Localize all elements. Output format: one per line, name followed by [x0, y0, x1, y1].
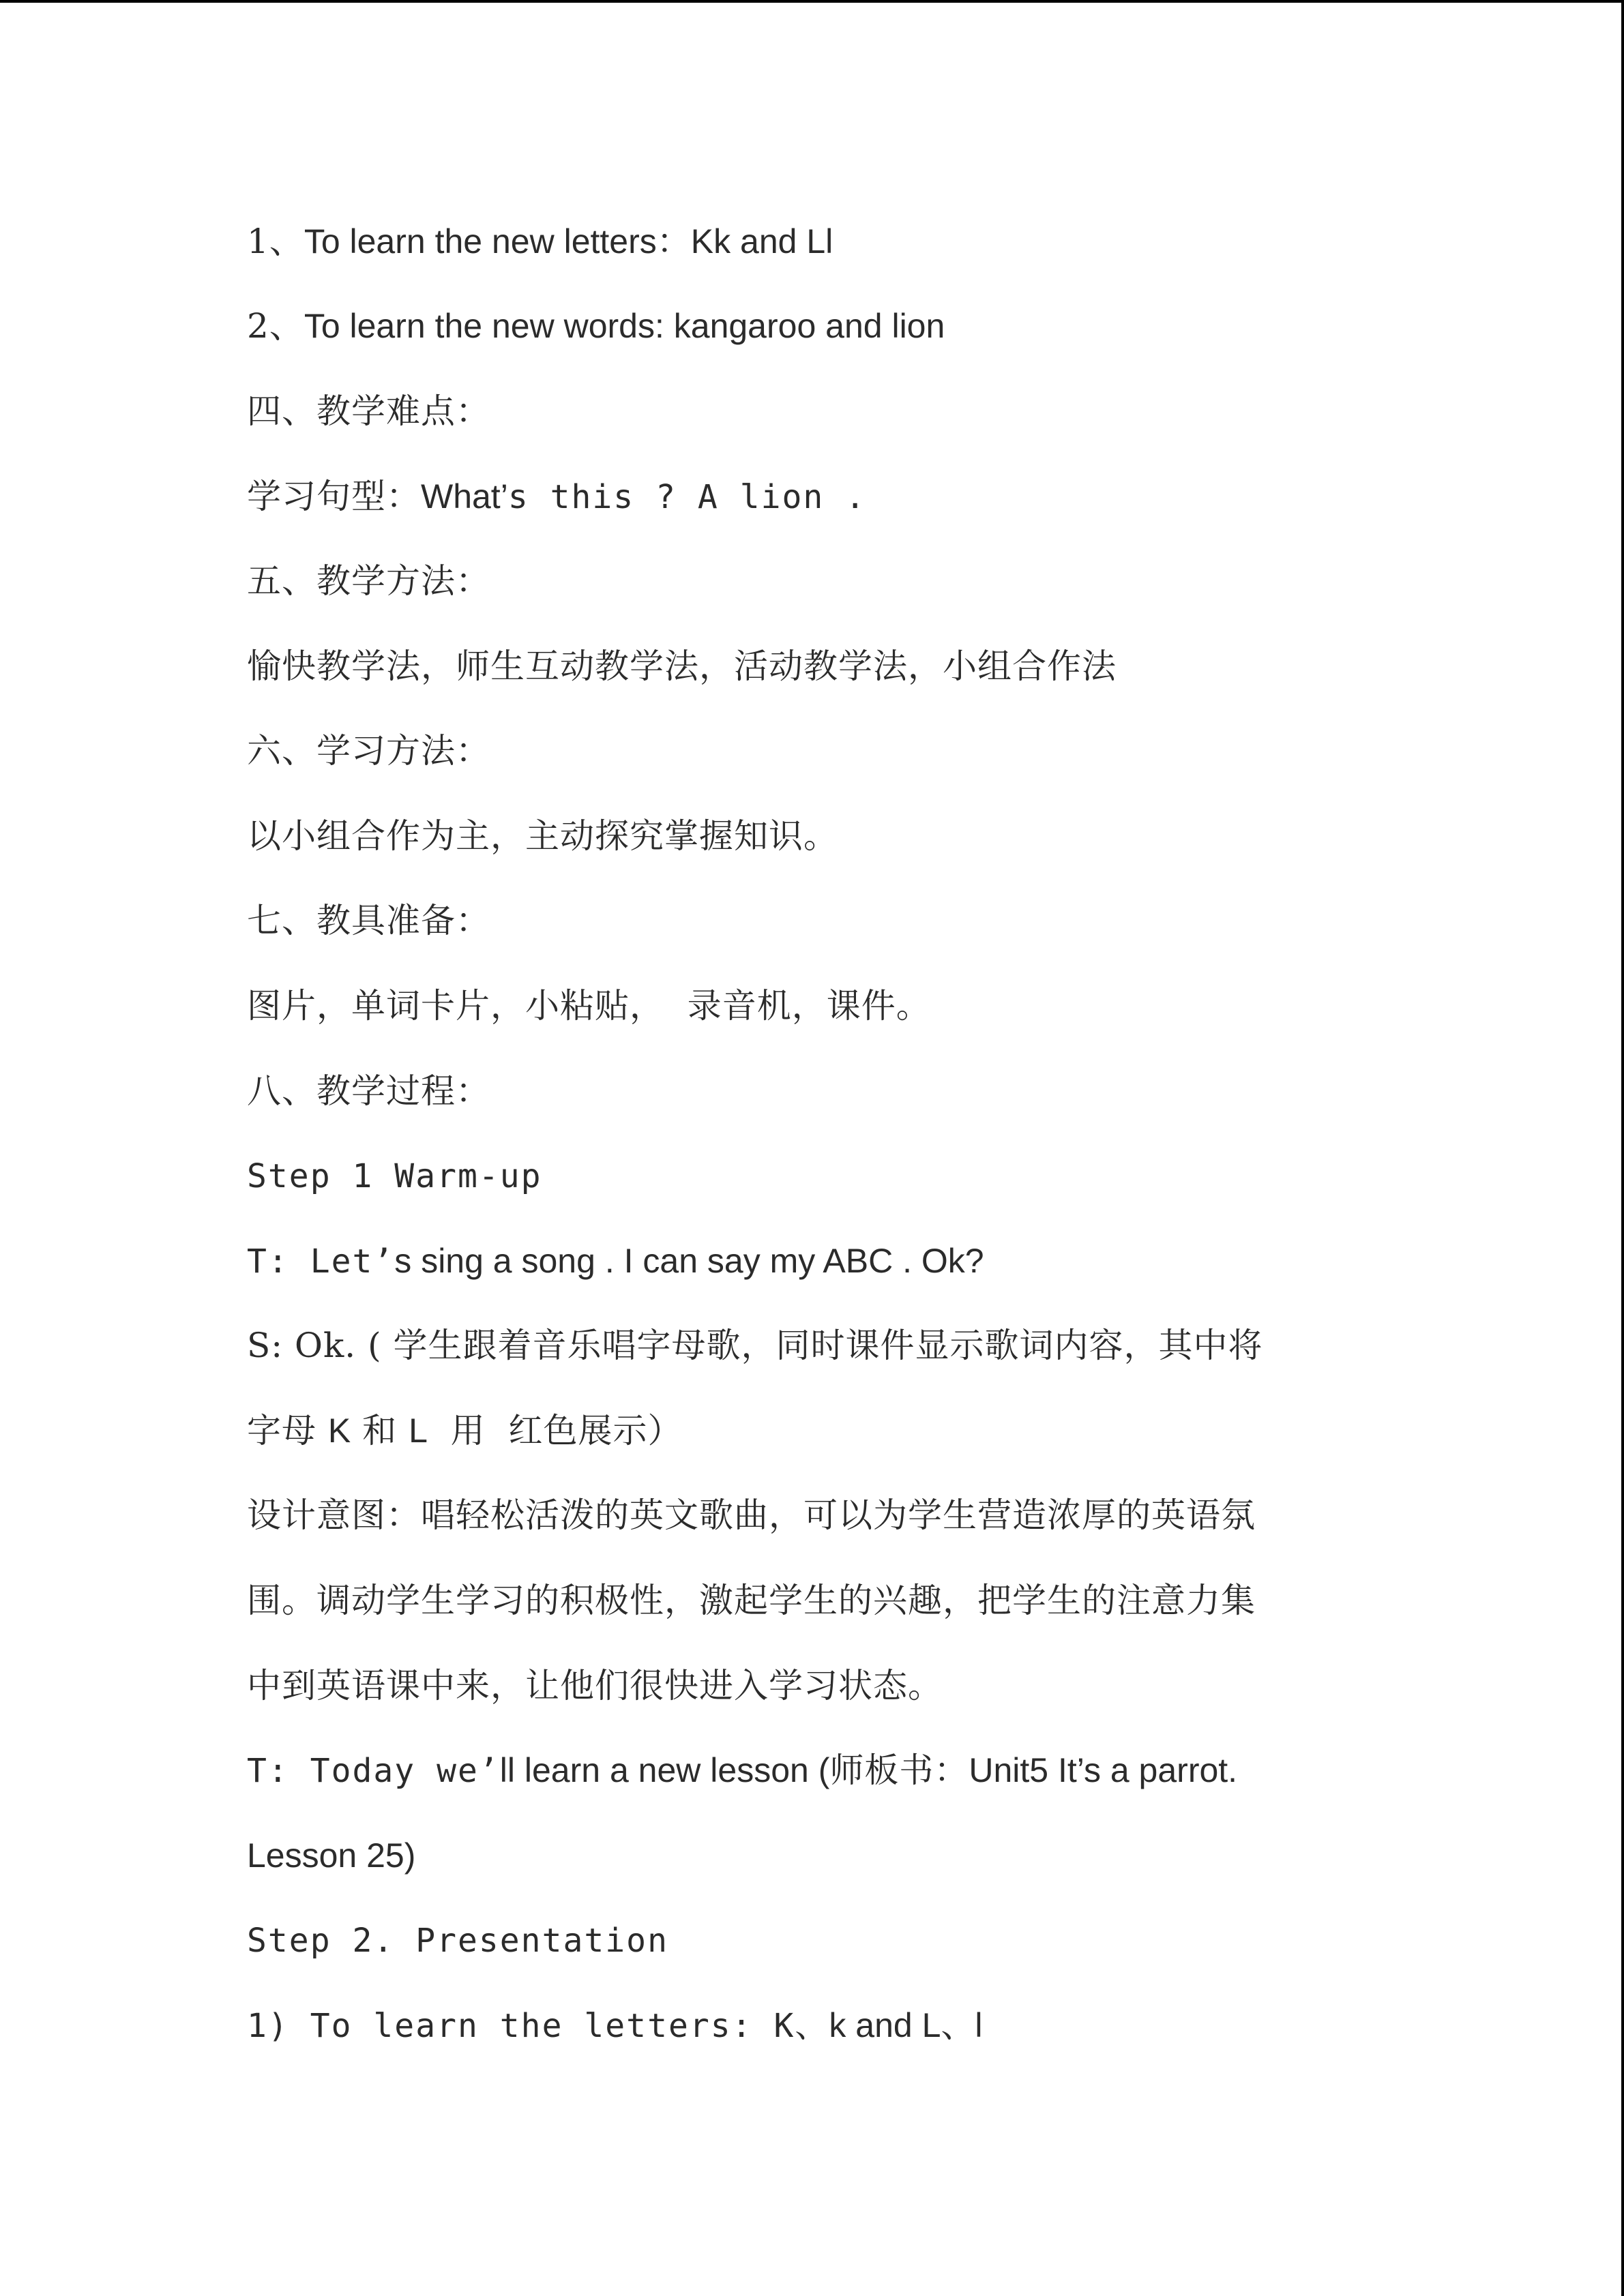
text-run: Step 2. Presentation [247, 1922, 668, 1960]
teacher-line-2 [247, 1748, 1237, 1793]
text-run: T: Today we’ [247, 1752, 500, 1790]
text-run: Unit5 It’ [969, 1751, 1084, 1789]
design-intent-line-1 [247, 1493, 1256, 1537]
text-run: 1) To learn the letters: K、 [247, 2007, 829, 2045]
text-run: Kk and Ll [690, 222, 833, 260]
student-line-1 [247, 1324, 1263, 1367]
teacher-line-1 [247, 1239, 984, 1283]
section-heading-8 [247, 1069, 490, 1113]
section-heading-5 [247, 559, 490, 603]
text-run: k and L、l [829, 2006, 983, 2044]
text-run: 围。调动学生学习的积极性，激起学生的兴趣，把学生的注意力集 [247, 1581, 1256, 1620]
text-run: 中到英语课中来，让他们很快进入学习状态。 [247, 1666, 943, 1705]
learn-letters-line [247, 2003, 983, 2048]
text-run: 六、学习方法： [247, 731, 490, 771]
text-run: 字母 [247, 1411, 328, 1450]
text-run: 师板书： [829, 1750, 969, 1790]
text-run: L [409, 1412, 428, 1450]
section-heading-6 [247, 729, 490, 773]
text-run: T: Let’ [247, 1242, 395, 1281]
teaching-methods-line [247, 644, 1117, 688]
sentence-pattern-line [247, 475, 866, 519]
text-run: 1、 [247, 222, 304, 261]
design-intent-line-2 [247, 1579, 1256, 1622]
text-run: 用 红色展示） [427, 1411, 683, 1450]
design-intent-line-3 [247, 1664, 943, 1708]
learning-methods-line [247, 814, 838, 858]
section-heading-4 [247, 389, 490, 433]
text-run: s a parrot. [1083, 1751, 1238, 1789]
text-run: s this ? A lion . [507, 478, 867, 516]
text-run: 以小组合作为主，主动探究掌握知识。 [247, 816, 838, 856]
text-run: 八、教学过程： [247, 1071, 490, 1111]
text-run: 四、教学难点： [247, 391, 490, 431]
text-run: 学习句型： [247, 477, 421, 516]
text-run: K [327, 1412, 351, 1450]
text-run: 五、教学方法： [247, 561, 490, 601]
text-run: 2、 [247, 306, 304, 346]
text-run: Lesson 25) [247, 1836, 416, 1875]
lesson-line [247, 1834, 415, 1877]
text-run: 愉快教学法，师生互动教学法，活动教学法，小组合作法 [247, 646, 1117, 686]
text-run: To learn the new words: kangaroo and lion [304, 307, 945, 345]
objective-line-2 [247, 304, 945, 348]
text-run: ll learn a new lesson ( [499, 1751, 830, 1789]
text-run: s sing a song . I can say my ABC . Ok? [394, 1242, 984, 1280]
text-run: What’ [421, 477, 508, 516]
text-run: 设计意图：唱轻松活泼的英文歌曲，可以为学生营造浓厚的英语氛 [247, 1495, 1256, 1535]
text-run: 七、教具准备： [247, 901, 490, 940]
student-line-2 [247, 1409, 682, 1452]
step-1-heading [247, 1154, 542, 1198]
step-2-heading [247, 1918, 668, 1963]
objective-line-1 [247, 220, 833, 263]
text-run: 和 [351, 1411, 409, 1450]
teaching-aids-line [247, 984, 931, 1028]
text-run: 图片，单词卡片，小粘贴， 录音机，课件。 [247, 986, 931, 1026]
text-run: S: Ok. ( 学生跟着音乐唱字母歌，同时课件显示歌词内容，其中将 [247, 1326, 1263, 1365]
text-run: Step 1 Warm-up [247, 1157, 542, 1195]
section-heading-7 [247, 899, 490, 942]
text-run: To learn the new letters： [304, 222, 691, 260]
